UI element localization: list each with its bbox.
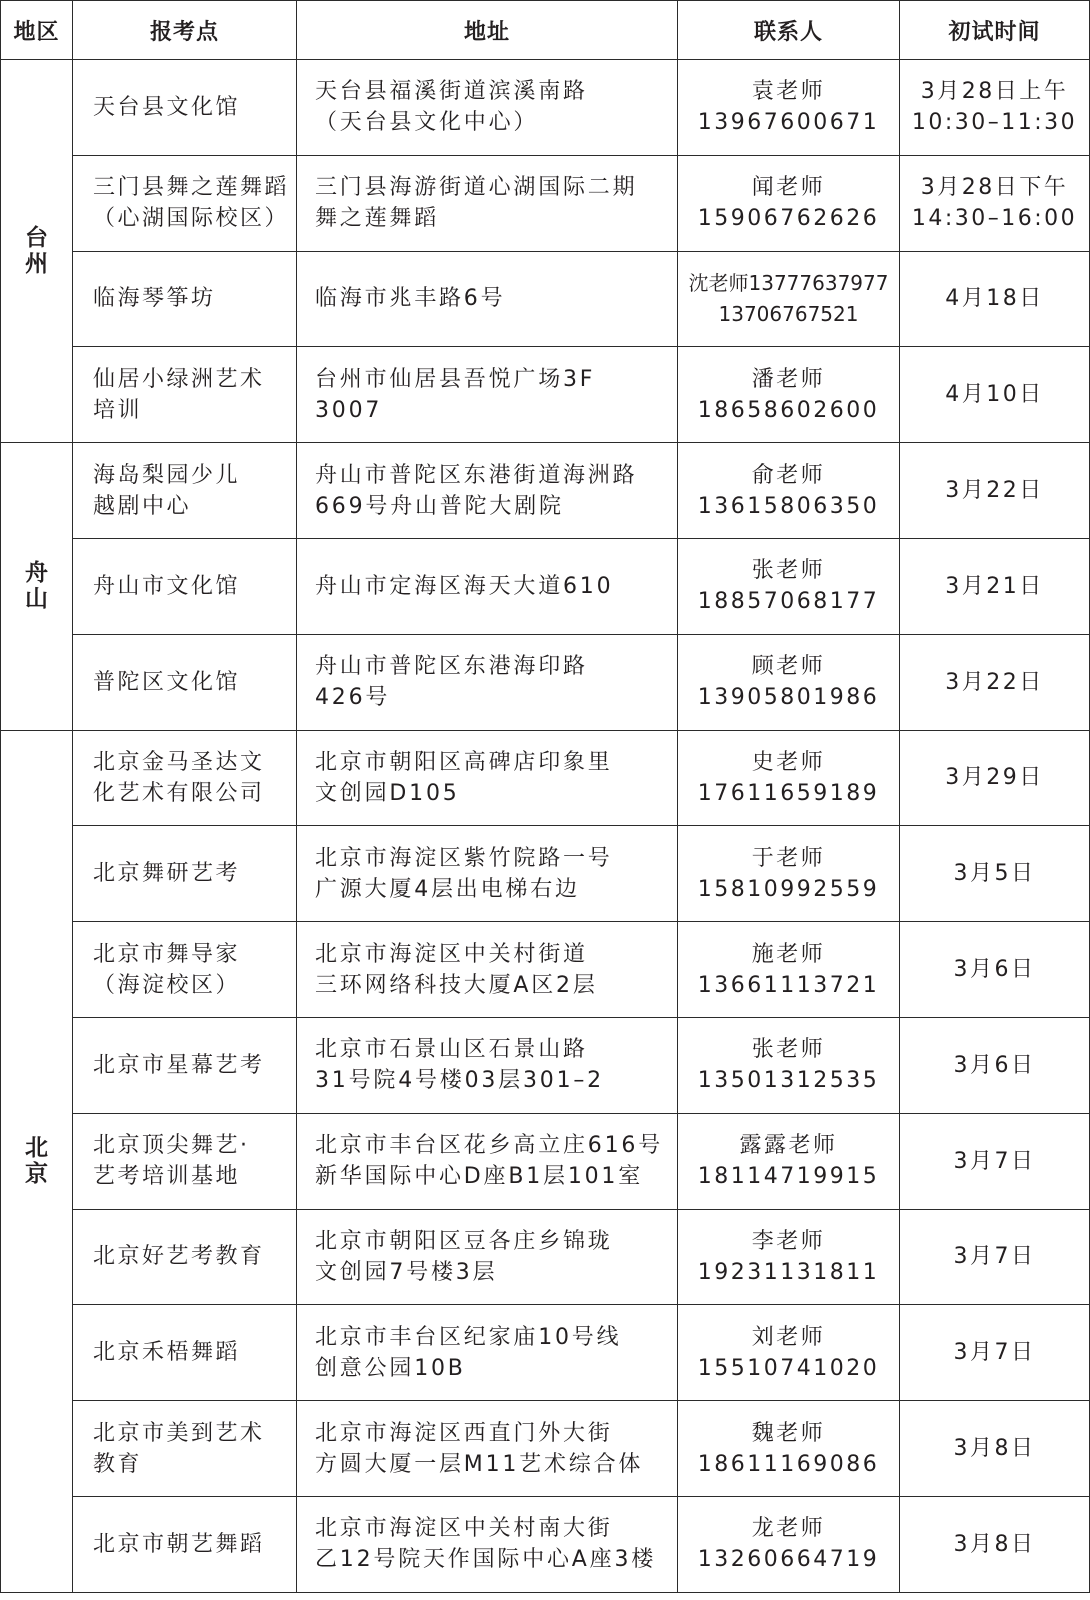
address-cell: 三门县海游街道心湖国际二期 舞之莲舞蹈 xyxy=(297,155,678,251)
site-name-cell: 北京舞研艺考 xyxy=(73,826,297,922)
site-name-cell: 临海琴筝坊 xyxy=(73,251,297,347)
table-row xyxy=(1,347,1090,443)
address-cell: 台州市仙居县吾悦广场3F 3007 xyxy=(297,347,678,443)
site-name-cell: 北京金马圣达文 化艺术有限公司 xyxy=(73,730,297,826)
contact-cell: 魏老师 18611169086 xyxy=(678,1401,900,1497)
exam-date-cell: 3月29日 xyxy=(900,730,1090,826)
address-cell: 北京市朝阳区豆各庄乡锦珑 文创园7号楼3层 xyxy=(297,1209,678,1305)
address-cell: 北京市丰台区纪家庙10号线 创意公园10B xyxy=(297,1305,678,1401)
table-row xyxy=(1,634,1090,730)
address-cell: 北京市海淀区中关村南大街 乙12号院天作国际中心A座3楼 xyxy=(297,1496,678,1592)
site-name-cell: 三门县舞之莲舞蹈 （心湖国际校区） xyxy=(73,155,297,251)
exam-date-cell: 3月22日 xyxy=(900,634,1090,730)
exam-date-cell: 3月22日 xyxy=(900,443,1090,539)
table-row xyxy=(1,443,1090,539)
contact-cell: 刘老师 15510741020 xyxy=(678,1305,900,1401)
site-name-cell: 北京市星幕艺考 xyxy=(73,1017,297,1113)
exam-date-cell: 3月6日 xyxy=(900,1017,1090,1113)
contact-cell: 顾老师 13905801986 xyxy=(678,634,900,730)
table-row xyxy=(1,1209,1090,1305)
exam-date-cell: 3月28日上午 10:30–11:30 xyxy=(900,60,1090,156)
region-cell: 北 京 xyxy=(1,730,73,1592)
site-name-cell: 北京市舞导家 （海淀校区） xyxy=(73,922,297,1018)
table-row xyxy=(1,155,1090,251)
address-cell: 北京市海淀区西直门外大街 方圆大厦一层M11艺术综合体 xyxy=(297,1401,678,1497)
contact-cell: 龙老师 13260664719 xyxy=(678,1496,900,1592)
address-cell: 北京市朝阳区高碑店印象里 文创园D105 xyxy=(297,730,678,826)
contact-cell: 袁老师 13967600671 xyxy=(678,60,900,156)
address-cell: 北京市海淀区中关村街道 三环网络科技大厦A区2层 xyxy=(297,922,678,1018)
exam-date-cell: 3月28日下午 14:30–16:00 xyxy=(900,155,1090,251)
address-cell: 天台县福溪街道滨溪南路 （天台县文化中心） xyxy=(297,60,678,156)
exam-date-cell: 3月5日 xyxy=(900,826,1090,922)
site-name-cell: 北京顶尖舞艺· 艺考培训基地 xyxy=(73,1113,297,1209)
contact-cell: 露露老师 18114719915 xyxy=(678,1113,900,1209)
header-date: 初试时间 xyxy=(900,1,1090,60)
exam-date-cell: 3月8日 xyxy=(900,1401,1090,1497)
contact-cell: 俞老师 13615806350 xyxy=(678,443,900,539)
contact-cell: 闻老师 15906762626 xyxy=(678,155,900,251)
table-header-row xyxy=(1,1,1090,60)
site-name-cell: 北京市朝艺舞蹈 xyxy=(73,1496,297,1592)
contact-cell: 沈老师13777637977 13706767521 xyxy=(678,251,900,347)
exam-date-cell: 3月7日 xyxy=(900,1209,1090,1305)
site-name-cell: 天台县文化馆 xyxy=(73,60,297,156)
address-cell: 临海市兆丰路6号 xyxy=(297,251,678,347)
exam-date-cell: 3月8日 xyxy=(900,1496,1090,1592)
table-row xyxy=(1,1305,1090,1401)
contact-cell: 李老师 19231131811 xyxy=(678,1209,900,1305)
address-cell: 北京市海淀区紫竹院路一号 广源大厦4层出电梯右边 xyxy=(297,826,678,922)
region-cell: 舟 山 xyxy=(1,443,73,730)
address-cell: 北京市石景山区石景山路 31号院4号楼03层301–2 xyxy=(297,1017,678,1113)
contact-cell: 史老师 17611659189 xyxy=(678,730,900,826)
site-name-cell: 北京好艺考教育 xyxy=(73,1209,297,1305)
header-address: 地址 xyxy=(297,1,678,60)
contact-cell: 潘老师 18658602600 xyxy=(678,347,900,443)
exam-date-cell: 3月7日 xyxy=(900,1305,1090,1401)
exam-date-cell: 4月18日 xyxy=(900,251,1090,347)
address-cell: 舟山市定海区海天大道610 xyxy=(297,538,678,634)
address-cell: 舟山市普陀区东港街道海洲路 669号舟山普陀大剧院 xyxy=(297,443,678,539)
table-row xyxy=(1,1113,1090,1209)
exam-date-cell: 3月21日 xyxy=(900,538,1090,634)
table-row xyxy=(1,922,1090,1018)
table-body xyxy=(1,60,1090,1593)
table-row xyxy=(1,826,1090,922)
site-name-cell: 普陀区文化馆 xyxy=(73,634,297,730)
contact-cell: 于老师 15810992559 xyxy=(678,826,900,922)
address-cell: 舟山市普陀区东港海印路 426号 xyxy=(297,634,678,730)
header-contact: 联系人 xyxy=(678,1,900,60)
contact-cell: 张老师 18857068177 xyxy=(678,538,900,634)
header-site: 报考点 xyxy=(73,1,297,60)
contact-cell: 张老师 13501312535 xyxy=(678,1017,900,1113)
table-row xyxy=(1,1017,1090,1113)
site-name-cell: 海岛梨园少儿 越剧中心 xyxy=(73,443,297,539)
address-cell: 北京市丰台区花乡高立庄616号 新华国际中心D座B1层101室 xyxy=(297,1113,678,1209)
region-cell: 台 州 xyxy=(1,60,73,443)
table-row xyxy=(1,60,1090,156)
contact-cell: 施老师 13661113721 xyxy=(678,922,900,1018)
table-row xyxy=(1,730,1090,826)
site-name-cell: 舟山市文化馆 xyxy=(73,538,297,634)
exam-date-cell: 3月7日 xyxy=(900,1113,1090,1209)
header-region: 地区 xyxy=(1,1,73,60)
site-name-cell: 仙居小绿洲艺术 培训 xyxy=(73,347,297,443)
exam-date-cell: 4月10日 xyxy=(900,347,1090,443)
site-name-cell: 北京市美到艺术 教育 xyxy=(73,1401,297,1497)
table-row xyxy=(1,1401,1090,1497)
table-row xyxy=(1,251,1090,347)
exam-date-cell: 3月6日 xyxy=(900,922,1090,1018)
site-name-cell: 北京禾梧舞蹈 xyxy=(73,1305,297,1401)
table-row xyxy=(1,538,1090,634)
table-row xyxy=(1,1496,1090,1592)
